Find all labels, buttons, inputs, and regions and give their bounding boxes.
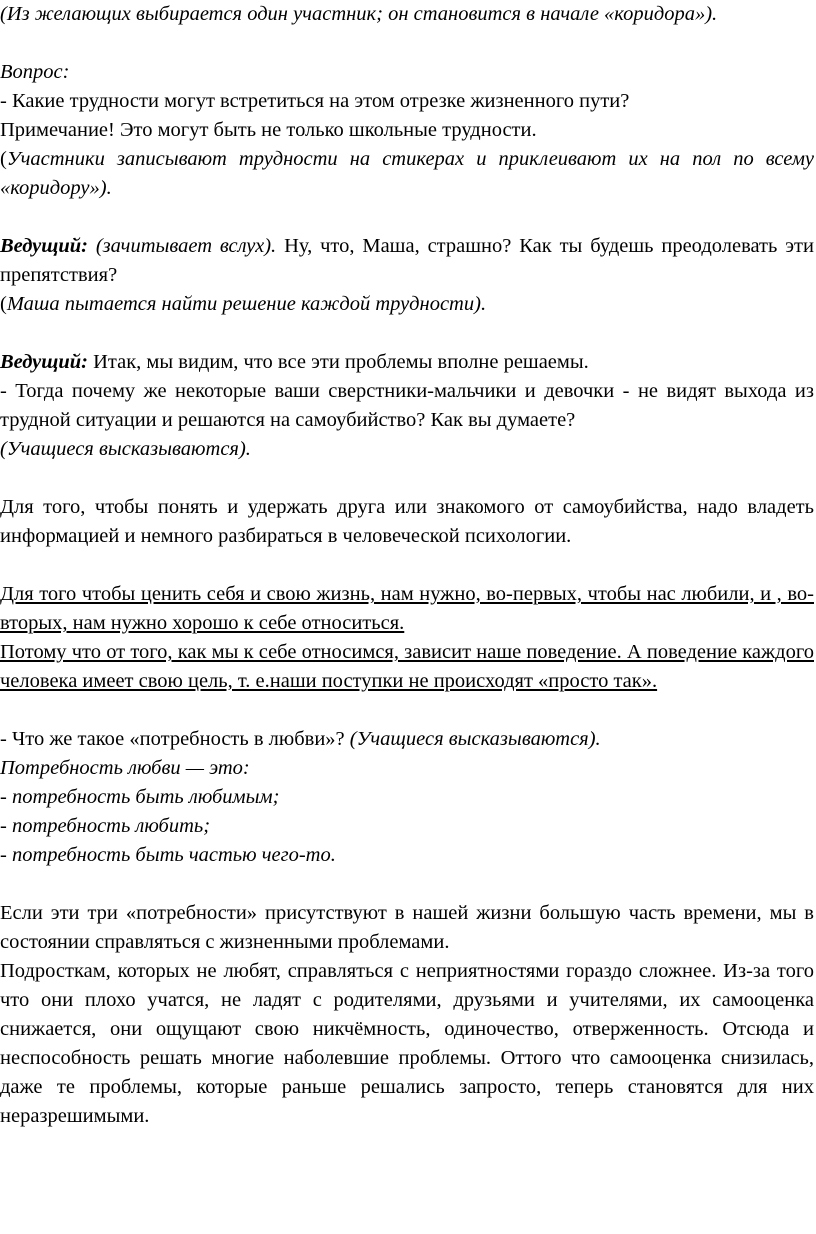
- student-reaction: (Учащиеся высказываются).: [349, 728, 601, 750]
- blank-line: [0, 203, 814, 232]
- leader-paragraph-1: [0, 232, 814, 290]
- action-text: Маша пытается найти решение каждой трудности).: [6, 293, 487, 315]
- blank-line: [0, 29, 814, 58]
- definition-item: - потребность любить;: [0, 815, 211, 837]
- teenagers-paragraph: Подросткам, которых не любят, справляться с неприятностями гораздо сложнее. Из-за того что они плохо учатся, не ладят с родителями, друзьями и учителями, их самооценка снижается, они ощущают свою никчёмность, одиночество, отверженность. Отсюда и неспособность решать многие наболевшие проблемы. Оттого что самооценка снизилась, даже те проблемы, которые раньше решались запросто, теперь становятся для них неразрешимыми.: [0, 960, 814, 1127]
- discussion-question: - Тогда почему же некоторые ваши сверстники-мальчики и девочки - не видят выхода из трудной ситуации и решаются на самоубийство? Как вы думаете?: [0, 380, 814, 431]
- definition-item: - потребность быть частью чего-то.: [0, 844, 336, 866]
- stage-direction: (зачитывает вслух).: [95, 235, 277, 257]
- leader-speech: Ну, что, Маша, страшно? Как ты будешь преодолевать эти препятствия?: [0, 235, 814, 286]
- definition-item: - потребность быть любимым;: [0, 786, 280, 808]
- note-text: Примечание! Это могут быть не только школьные трудности.: [0, 119, 537, 141]
- blank-line: [0, 551, 814, 580]
- action-paren: (: [0, 293, 7, 315]
- psychology-paragraph: Для того, чтобы понять и удержать друга или знакомого от самоубийства, надо владеть информацией и немного разбираться в человеческой психологии.: [0, 496, 814, 547]
- underlined-paragraph-1: Для того чтобы ценить себя и свою жизнь, нам нужно, во-первых, чтобы нас любили, и , во-вторых, нам нужно хорошо к себе относиться.: [0, 583, 814, 634]
- leader-speech: Итак, мы видим, что все эти проблемы вполне решаемы.: [93, 351, 589, 373]
- love-question: [0, 725, 814, 754]
- blank-line: [0, 870, 814, 899]
- instruction-paren: (: [0, 148, 7, 170]
- instruction-paragraph: [0, 145, 814, 203]
- instruction-text: Участники записывают трудности на стикерах и приклеивают их на пол по всему «коридору»).: [0, 148, 814, 199]
- leader-paragraph-2: [0, 348, 814, 377]
- needs-paragraph: Если эти три «потребности» присутствуют в нашей жизни большую часть времени, мы в состоянии справляться с жизненными проблемами.: [0, 902, 814, 953]
- action-paragraph: [0, 290, 814, 319]
- love-question-text: - Что же такое «потребность в любви»?: [0, 728, 350, 750]
- leader-label: Ведущий:: [0, 235, 88, 257]
- leader-label: Ведущий:: [0, 351, 88, 373]
- student-reaction: (Учащиеся высказываются).: [0, 438, 251, 460]
- blank-line: [0, 696, 814, 725]
- intro-paragraph: (Из желающих выбирается один участник; он становится в начале «коридора»).: [0, 3, 718, 25]
- blank-line: [0, 464, 814, 493]
- question-label: Вопрос:: [0, 61, 70, 83]
- blank-line: [0, 319, 814, 348]
- definition-title: Потребность любви — это:: [0, 757, 250, 779]
- question-text: - Какие трудности могут встретиться на этом отрезке жизненного пути?: [0, 90, 630, 112]
- underlined-paragraph-2: Потому что от того, как мы к себе относимся, зависит наше поведение. А поведение каждого человека имеет свою цель, т. е.наши поступки не происходят «просто так».: [0, 641, 814, 692]
